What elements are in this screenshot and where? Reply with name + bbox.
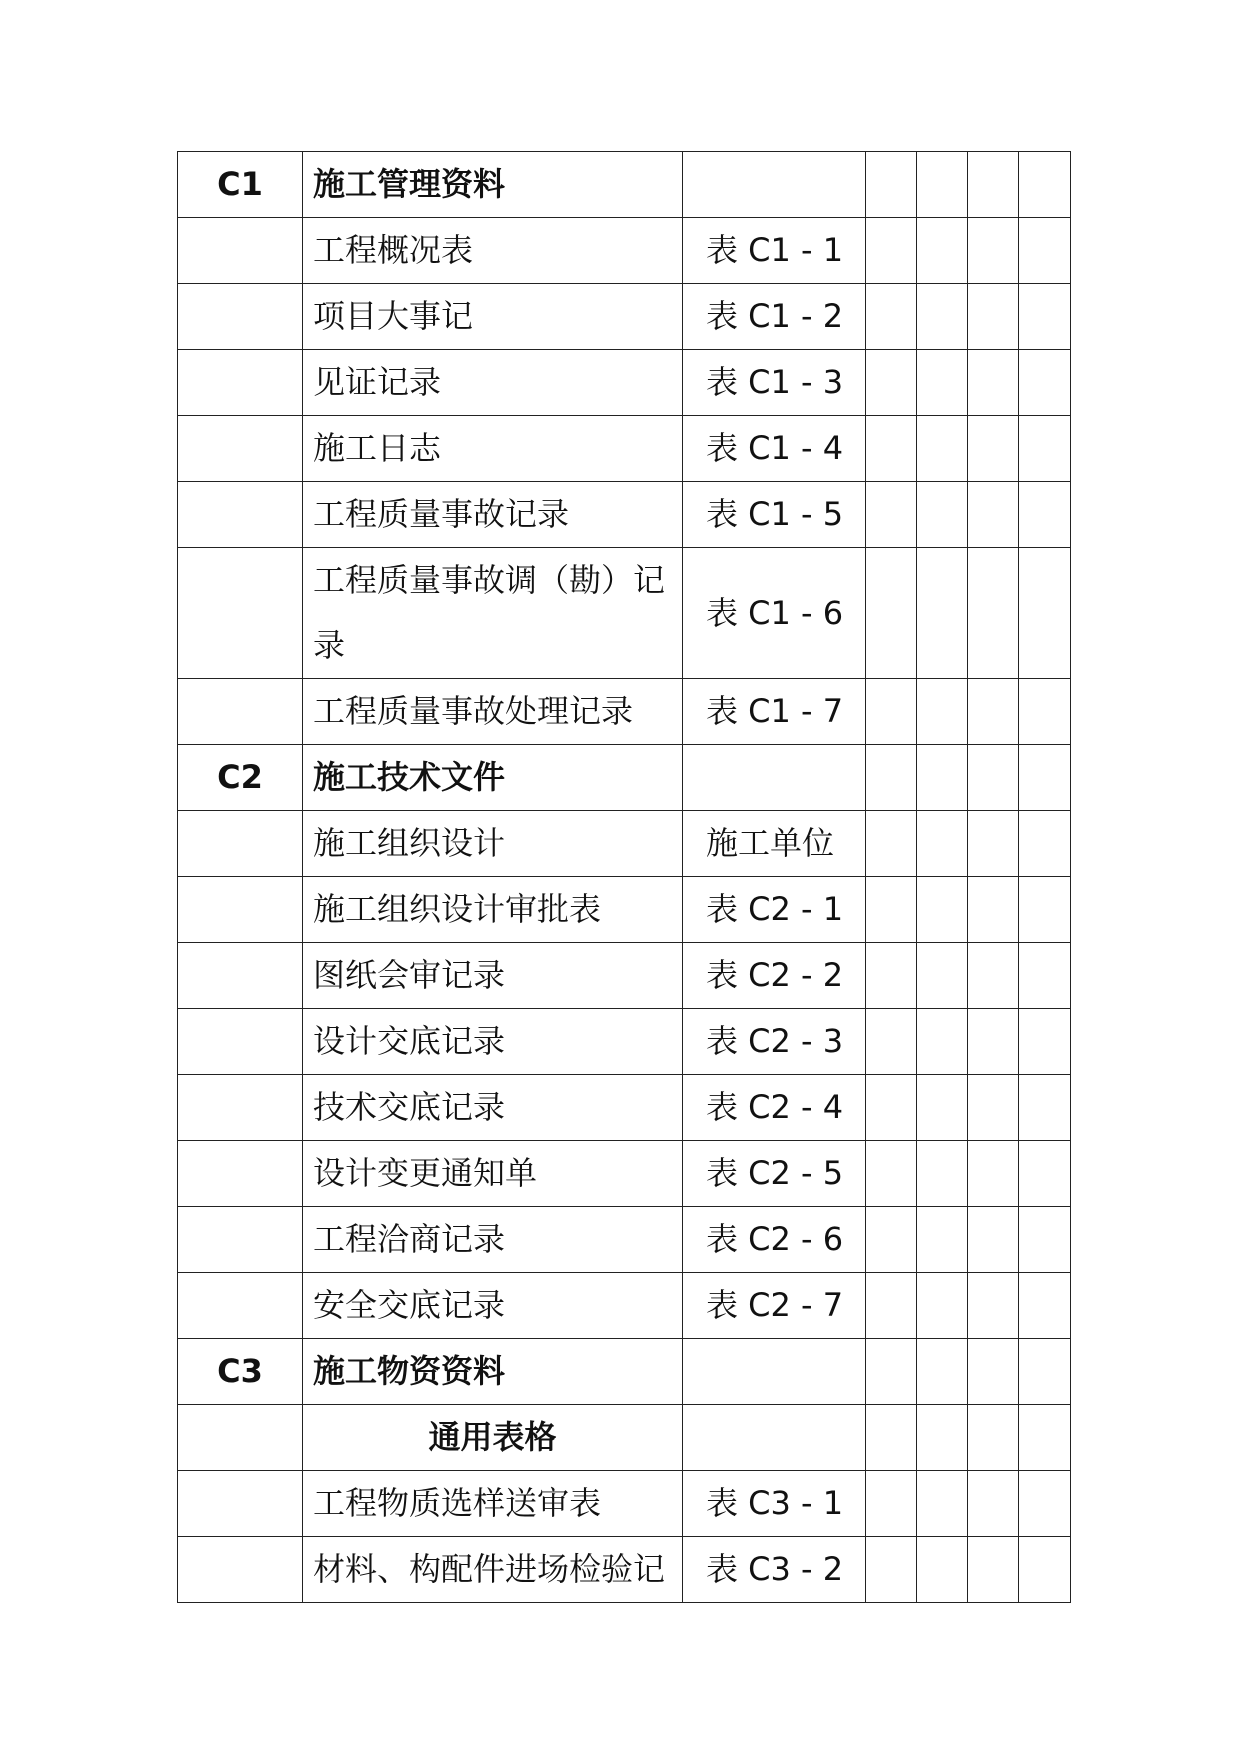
form-cell-empty xyxy=(683,745,866,811)
table-row xyxy=(178,1207,1071,1273)
section-row-c3 xyxy=(178,1339,1071,1405)
check-cell xyxy=(917,679,968,745)
check-cell xyxy=(917,1537,968,1603)
check-cell xyxy=(866,1273,917,1339)
item-name: 技术交底记录 xyxy=(303,1075,683,1141)
check-cell xyxy=(917,218,968,284)
table-row xyxy=(178,416,1071,482)
check-cell xyxy=(968,679,1019,745)
check-cell xyxy=(917,1075,968,1141)
check-cell xyxy=(968,482,1019,548)
check-cell xyxy=(1019,482,1071,548)
check-cell xyxy=(866,811,917,877)
check-cell xyxy=(866,679,917,745)
check-cell xyxy=(968,1075,1019,1141)
table-row xyxy=(178,1537,1071,1603)
check-cell xyxy=(917,1207,968,1273)
form-number: 表 C2 - 3 xyxy=(683,1009,866,1075)
form-number: 表 C2 - 5 xyxy=(683,1141,866,1207)
form-number: 施工单位 xyxy=(683,811,866,877)
check-cell xyxy=(866,745,917,811)
item-name: 施工日志 xyxy=(303,416,683,482)
form-number: 表 C1 - 2 xyxy=(683,284,866,350)
check-cell xyxy=(968,1405,1019,1471)
code-cell-empty xyxy=(178,679,303,745)
item-name: 工程概况表 xyxy=(303,218,683,284)
check-cell xyxy=(866,877,917,943)
check-cell xyxy=(866,482,917,548)
check-cell xyxy=(968,1273,1019,1339)
section-code: C1 xyxy=(178,152,303,218)
check-cell xyxy=(866,1207,917,1273)
check-cell xyxy=(917,152,968,218)
table-row xyxy=(178,548,1071,679)
check-cell xyxy=(866,350,917,416)
check-cell xyxy=(968,811,1019,877)
check-cell xyxy=(866,152,917,218)
check-cell xyxy=(968,877,1019,943)
check-cell xyxy=(917,548,968,679)
code-cell-empty xyxy=(178,548,303,679)
check-cell xyxy=(917,745,968,811)
check-cell xyxy=(866,416,917,482)
table-row xyxy=(178,1075,1071,1141)
section-title: 施工管理资料 xyxy=(303,152,683,218)
code-cell-empty xyxy=(178,350,303,416)
check-cell xyxy=(866,1339,917,1405)
check-cell xyxy=(1019,1207,1071,1273)
check-cell xyxy=(1019,152,1071,218)
check-cell xyxy=(1019,1141,1071,1207)
form-number: 表 C1 - 1 xyxy=(683,218,866,284)
check-cell xyxy=(917,1471,968,1537)
code-cell-empty xyxy=(178,877,303,943)
check-cell xyxy=(917,284,968,350)
archive-list-table xyxy=(177,151,1071,1603)
code-cell-empty xyxy=(178,1141,303,1207)
code-cell-empty xyxy=(178,284,303,350)
check-cell xyxy=(1019,218,1071,284)
check-cell xyxy=(968,1471,1019,1537)
form-number: 表 C1 - 5 xyxy=(683,482,866,548)
check-cell xyxy=(917,1273,968,1339)
table-row xyxy=(178,1009,1071,1075)
table-row xyxy=(178,679,1071,745)
table-row xyxy=(178,350,1071,416)
table-row xyxy=(178,811,1071,877)
check-cell xyxy=(1019,679,1071,745)
table-row xyxy=(178,1471,1071,1537)
check-cell xyxy=(866,1471,917,1537)
check-cell xyxy=(917,943,968,1009)
form-number: 表 C2 - 7 xyxy=(683,1273,866,1339)
table-row xyxy=(178,284,1071,350)
check-cell xyxy=(866,943,917,1009)
check-cell xyxy=(1019,745,1071,811)
check-cell xyxy=(968,1141,1019,1207)
item-name: 工程质量事故处理记录 xyxy=(303,679,683,745)
check-cell xyxy=(968,350,1019,416)
code-cell-empty xyxy=(178,482,303,548)
item-name: 见证记录 xyxy=(303,350,683,416)
check-cell xyxy=(968,1207,1019,1273)
code-cell-empty xyxy=(178,416,303,482)
check-cell xyxy=(1019,1075,1071,1141)
check-cell xyxy=(917,1405,968,1471)
subheading-row xyxy=(178,1405,1071,1471)
check-cell xyxy=(866,1141,917,1207)
form-number: 表 C3 - 2 xyxy=(683,1537,866,1603)
item-name: 施工组织设计 xyxy=(303,811,683,877)
check-cell xyxy=(917,350,968,416)
check-cell xyxy=(968,152,1019,218)
check-cell xyxy=(1019,1273,1071,1339)
check-cell xyxy=(968,745,1019,811)
check-cell xyxy=(866,1537,917,1603)
check-cell xyxy=(1019,877,1071,943)
form-number: 表 C1 - 6 xyxy=(683,548,866,679)
item-name: 施工组织设计审批表 xyxy=(303,877,683,943)
check-cell xyxy=(917,1009,968,1075)
table-row xyxy=(178,482,1071,548)
check-cell xyxy=(1019,943,1071,1009)
check-cell xyxy=(866,548,917,679)
item-name: 材料、构配件进场检验记 xyxy=(303,1537,683,1603)
item-name: 安全交底记录 xyxy=(303,1273,683,1339)
item-name: 设计变更通知单 xyxy=(303,1141,683,1207)
code-cell-empty xyxy=(178,1405,303,1471)
form-number: 表 C1 - 3 xyxy=(683,350,866,416)
check-cell xyxy=(968,1009,1019,1075)
check-cell xyxy=(917,877,968,943)
check-cell xyxy=(968,1339,1019,1405)
check-cell xyxy=(1019,1405,1071,1471)
section-code: C3 xyxy=(178,1339,303,1405)
check-cell xyxy=(917,811,968,877)
table-row xyxy=(178,877,1071,943)
code-cell-empty xyxy=(178,1471,303,1537)
item-name: 设计交底记录 xyxy=(303,1009,683,1075)
form-cell-empty xyxy=(683,1405,866,1471)
section-title: 施工技术文件 xyxy=(303,745,683,811)
form-cell-empty xyxy=(683,1339,866,1405)
form-number: 表 C3 - 1 xyxy=(683,1471,866,1537)
section-row-c1 xyxy=(178,152,1071,218)
subheading: 通用表格 xyxy=(303,1405,683,1471)
form-number: 表 C2 - 6 xyxy=(683,1207,866,1273)
form-number: 表 C2 - 1 xyxy=(683,877,866,943)
form-number: 表 C2 - 4 xyxy=(683,1075,866,1141)
check-cell xyxy=(968,1537,1019,1603)
item-name: 工程洽商记录 xyxy=(303,1207,683,1273)
table-row xyxy=(178,1141,1071,1207)
check-cell xyxy=(866,1075,917,1141)
check-cell xyxy=(866,284,917,350)
form-cell-empty xyxy=(683,152,866,218)
code-cell-empty xyxy=(178,1075,303,1141)
check-cell xyxy=(968,218,1019,284)
check-cell xyxy=(866,218,917,284)
table-row xyxy=(178,218,1071,284)
check-cell xyxy=(1019,416,1071,482)
check-cell xyxy=(1019,1339,1071,1405)
code-cell-empty xyxy=(178,811,303,877)
check-cell xyxy=(968,943,1019,1009)
code-cell-empty xyxy=(178,218,303,284)
code-cell-empty xyxy=(178,1009,303,1075)
check-cell xyxy=(1019,811,1071,877)
check-cell xyxy=(917,416,968,482)
section-title: 施工物资资料 xyxy=(303,1339,683,1405)
item-name: 项目大事记 xyxy=(303,284,683,350)
check-cell xyxy=(1019,1471,1071,1537)
check-cell xyxy=(866,1009,917,1075)
item-name: 工程质量事故调（勘）记录 xyxy=(303,548,683,679)
section-code: C2 xyxy=(178,745,303,811)
code-cell-empty xyxy=(178,943,303,1009)
form-number: 表 C1 - 7 xyxy=(683,679,866,745)
check-cell xyxy=(1019,1537,1071,1603)
code-cell-empty xyxy=(178,1273,303,1339)
check-cell xyxy=(968,416,1019,482)
table-row xyxy=(178,943,1071,1009)
check-cell xyxy=(866,1405,917,1471)
item-name: 工程物质选样送审表 xyxy=(303,1471,683,1537)
code-cell-empty xyxy=(178,1207,303,1273)
section-row-c2 xyxy=(178,745,1071,811)
check-cell xyxy=(1019,548,1071,679)
form-number: 表 C1 - 4 xyxy=(683,416,866,482)
check-cell xyxy=(1019,350,1071,416)
check-cell xyxy=(917,1339,968,1405)
item-name: 图纸会审记录 xyxy=(303,943,683,1009)
form-number: 表 C2 - 2 xyxy=(683,943,866,1009)
check-cell xyxy=(1019,1009,1071,1075)
item-name: 工程质量事故记录 xyxy=(303,482,683,548)
check-cell xyxy=(917,482,968,548)
check-cell xyxy=(968,284,1019,350)
check-cell xyxy=(1019,284,1071,350)
table-row xyxy=(178,1273,1071,1339)
check-cell xyxy=(917,1141,968,1207)
check-cell xyxy=(968,548,1019,679)
code-cell-empty xyxy=(178,1537,303,1603)
